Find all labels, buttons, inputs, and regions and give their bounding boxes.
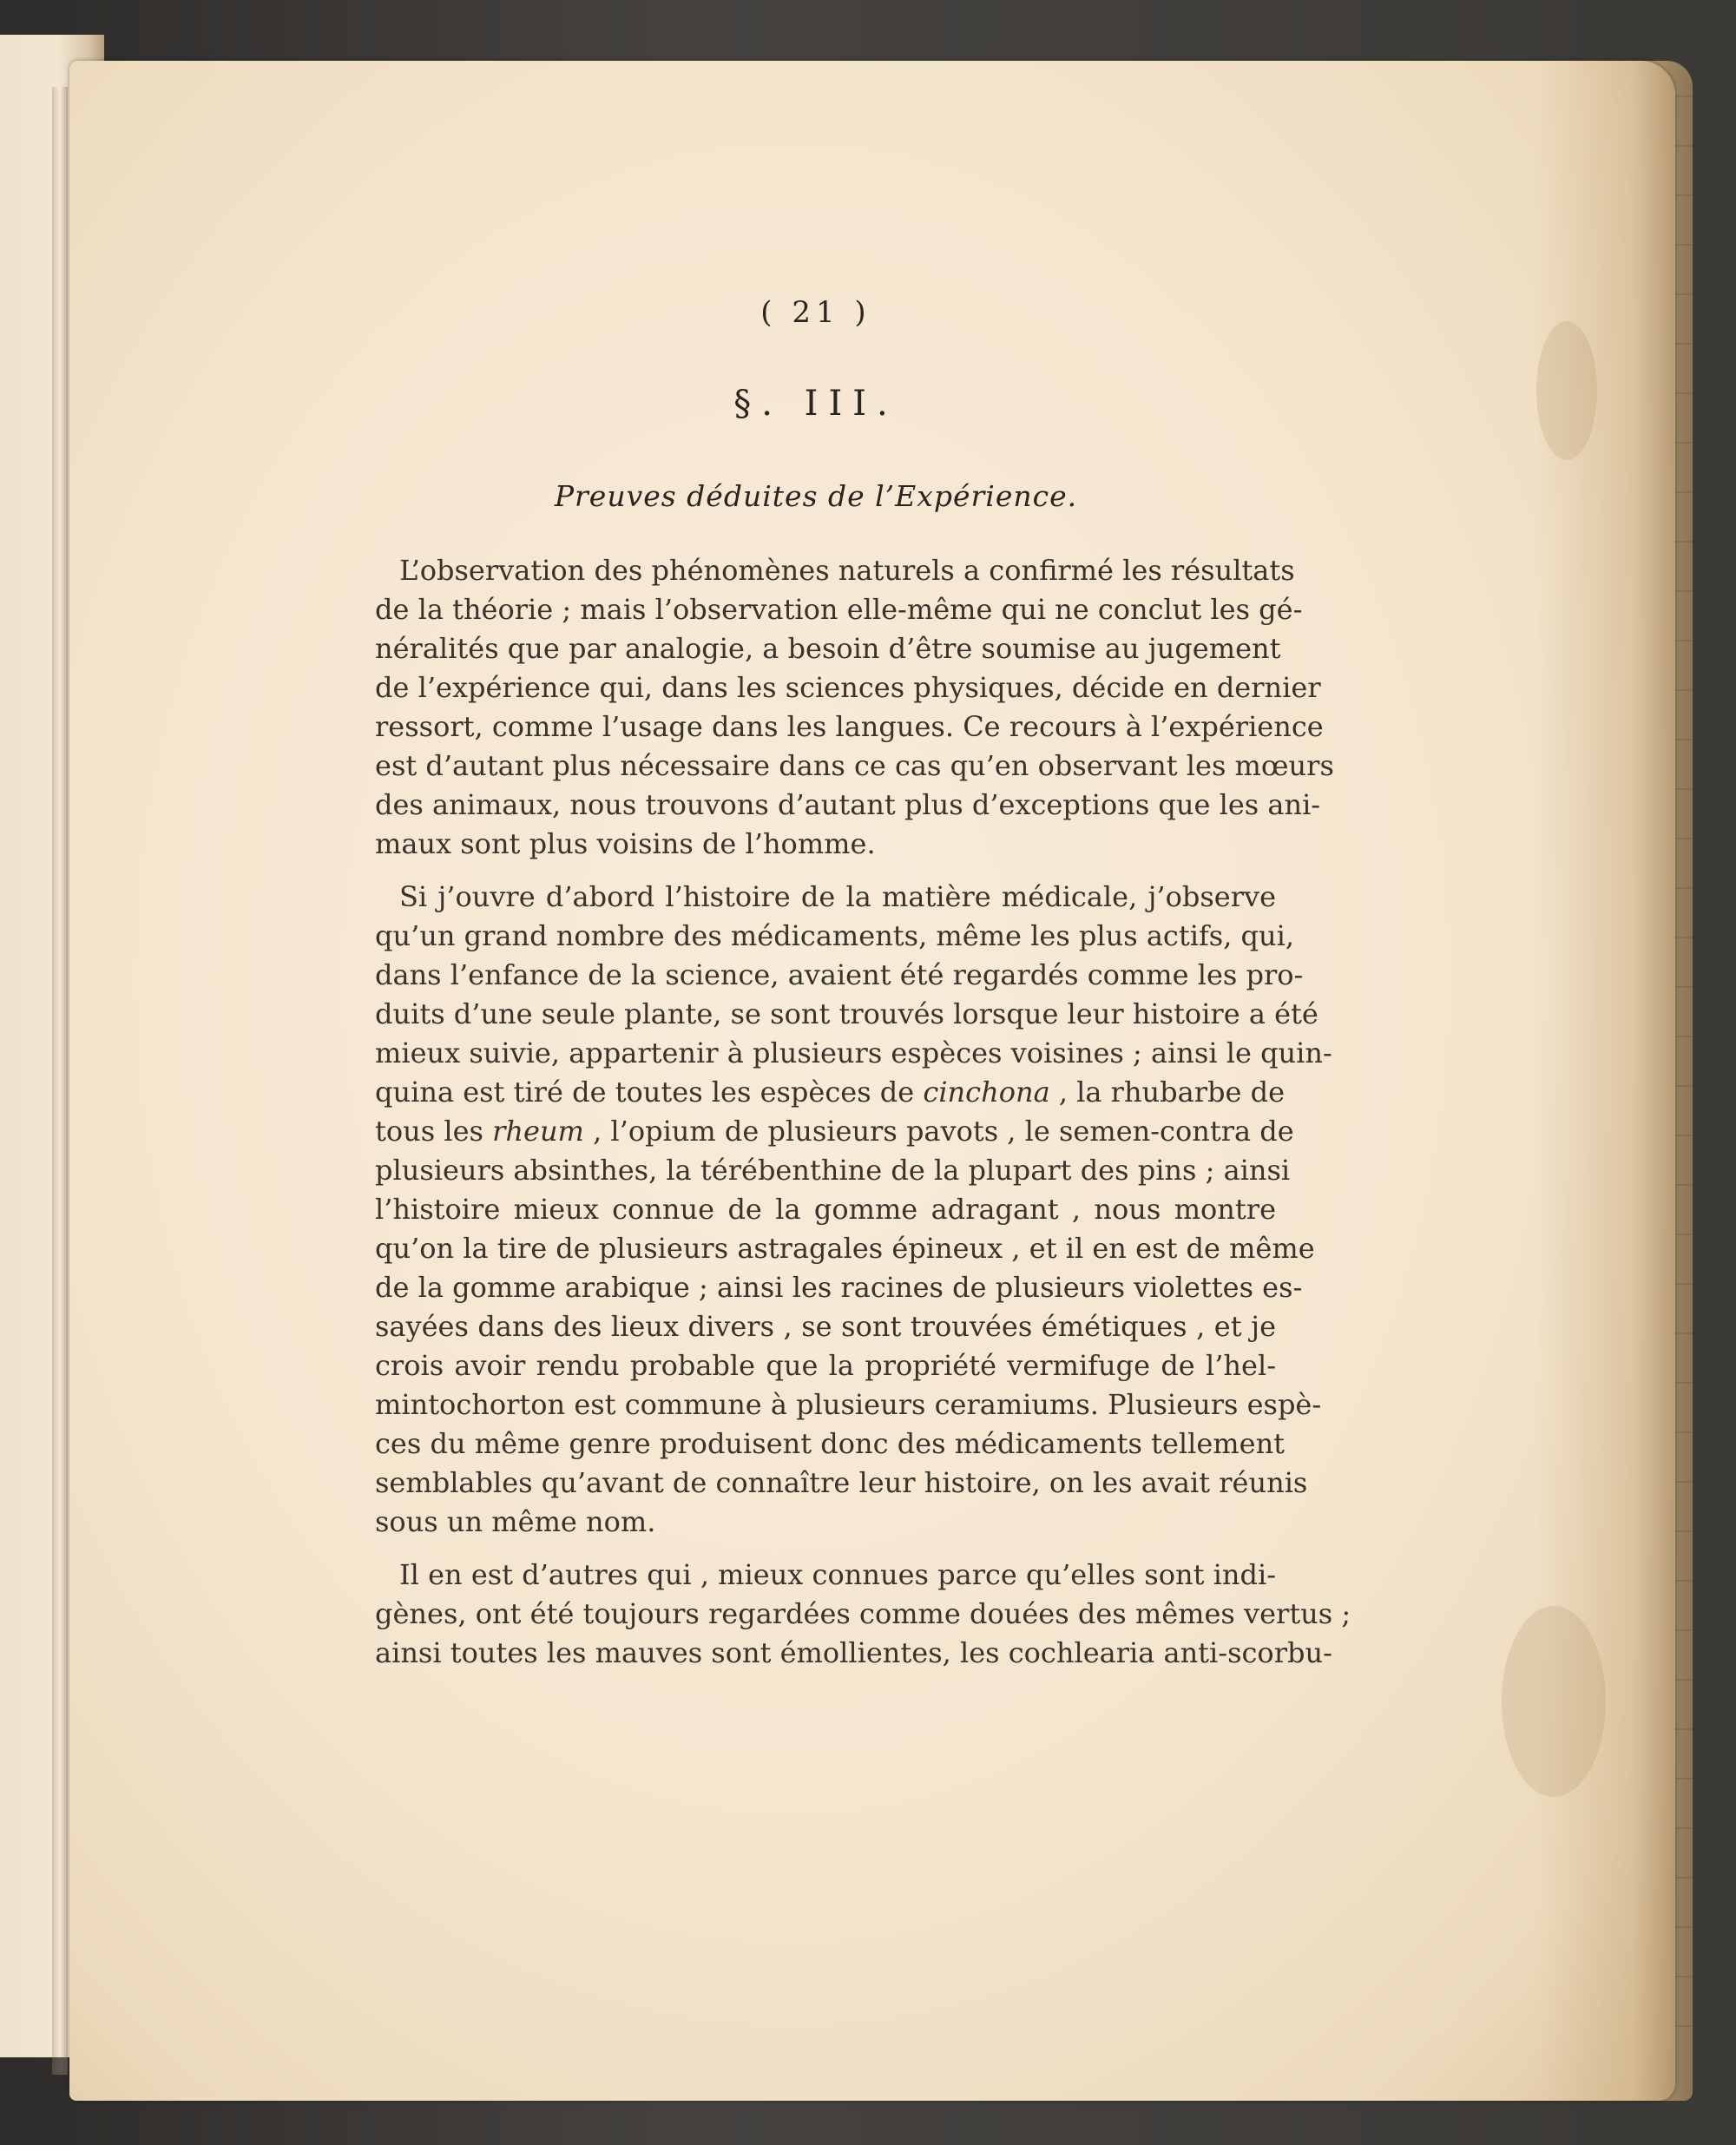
page-number: ( 21 ) — [760, 295, 871, 330]
section-heading: §. III. — [733, 384, 898, 424]
text-line: ressort, comme l’usage dans les langues. Ce recours à l’expérience — [375, 710, 1324, 743]
section-subtitle: Preuves déduites de l’Expérience. — [554, 479, 1078, 513]
paragraph-gap — [304, 864, 1276, 878]
text-line: dans l’enfance de la science, avaient été regardés comme les pro- — [375, 958, 1304, 991]
body-text — [304, 551, 1351, 1673]
text-line: crois avoir rendu probable que la propriété vermifuge de l’hel- — [375, 1349, 1276, 1382]
text-line: sous un même nom. — [375, 1505, 656, 1538]
text-line: néralités que par analogie, a besoin d’être soumise au jugement — [375, 632, 1281, 665]
paragraph — [304, 878, 1332, 1542]
text-line: duits d’une seule plante, se sont trouvés lorsque leur histoire a été — [375, 997, 1318, 1030]
text-line: Si j’ouvre d’abord l’histoire de la matière médicale, j’observe — [399, 880, 1276, 913]
text-line: de l’expérience qui, dans les sciences physiques, décide en dernier — [375, 671, 1321, 704]
text-line: quina est tiré de toutes les espèces de cinchona , la rhubarbe de — [375, 1076, 1286, 1109]
paper-stain — [1502, 1606, 1606, 1797]
text-line: tous les rheum , l’opium de plusieurs pavots , le semen-contra de — [375, 1115, 1294, 1148]
text-line: de la gomme arabique ; ainsi les racines de plusieurs violettes es- — [375, 1271, 1303, 1304]
text-line: sayées dans des lieux divers , se sont trouvées émétiques , et je — [375, 1310, 1276, 1343]
text-line: plusieurs absinthes, la térébenthine de la plupart des pins ; ainsi — [375, 1154, 1291, 1187]
text-line: est d’autant plus nécessaire dans ce cas qu’en observant les mœurs — [375, 749, 1334, 782]
text-line: qu’on la tire de plusieurs astragales épineux , et il en est de même — [375, 1232, 1315, 1265]
text-line: mieux suivie, appartenir à plusieurs espèces voisines ; ainsi le quin- — [375, 1036, 1332, 1069]
text-line: qu’un grand nombre des médicaments, même les plus actifs, qui, — [375, 919, 1295, 952]
text-line: ainsi toutes les mauves sont émollientes, les cochlearia anti-scorbu- — [375, 1636, 1332, 1669]
text-line: L’observation des phénomènes naturels a confirmé les résultats — [399, 554, 1295, 587]
paragraph — [304, 551, 1334, 864]
book-page — [69, 61, 1675, 2101]
italic-term: rheum — [492, 1115, 584, 1148]
paragraph-gap — [304, 1542, 1276, 1556]
binding-gutter — [52, 87, 68, 2075]
text-line: Il en est d’autres qui , mieux connues parce qu’elles sont indi- — [399, 1558, 1276, 1591]
italic-term: cinchona — [923, 1076, 1050, 1109]
text-line: semblables qu’avant de connaître leur histoire, on les avait réunis — [375, 1466, 1308, 1499]
text-line: ces du même genre produisent donc des médicaments tellement — [375, 1427, 1286, 1460]
text-line: des animaux, nous trouvons d’autant plus d’exceptions que les ani- — [375, 788, 1321, 821]
paragraph — [304, 1556, 1351, 1673]
text-line: de la théorie ; mais l’observation elle-même qui ne conclut les gé- — [375, 593, 1303, 626]
text-line: l’histoire mieux connue de la gomme adragant , nous montre — [375, 1193, 1276, 1226]
text-line: gènes, ont été toujours regardées comme douées des mêmes vertus ; — [375, 1597, 1351, 1630]
text-line: maux sont plus voisins de l’homme. — [375, 827, 876, 860]
text-line: mintochorton est commune à plusieurs ceramiums. Plusieurs espè- — [375, 1388, 1322, 1421]
